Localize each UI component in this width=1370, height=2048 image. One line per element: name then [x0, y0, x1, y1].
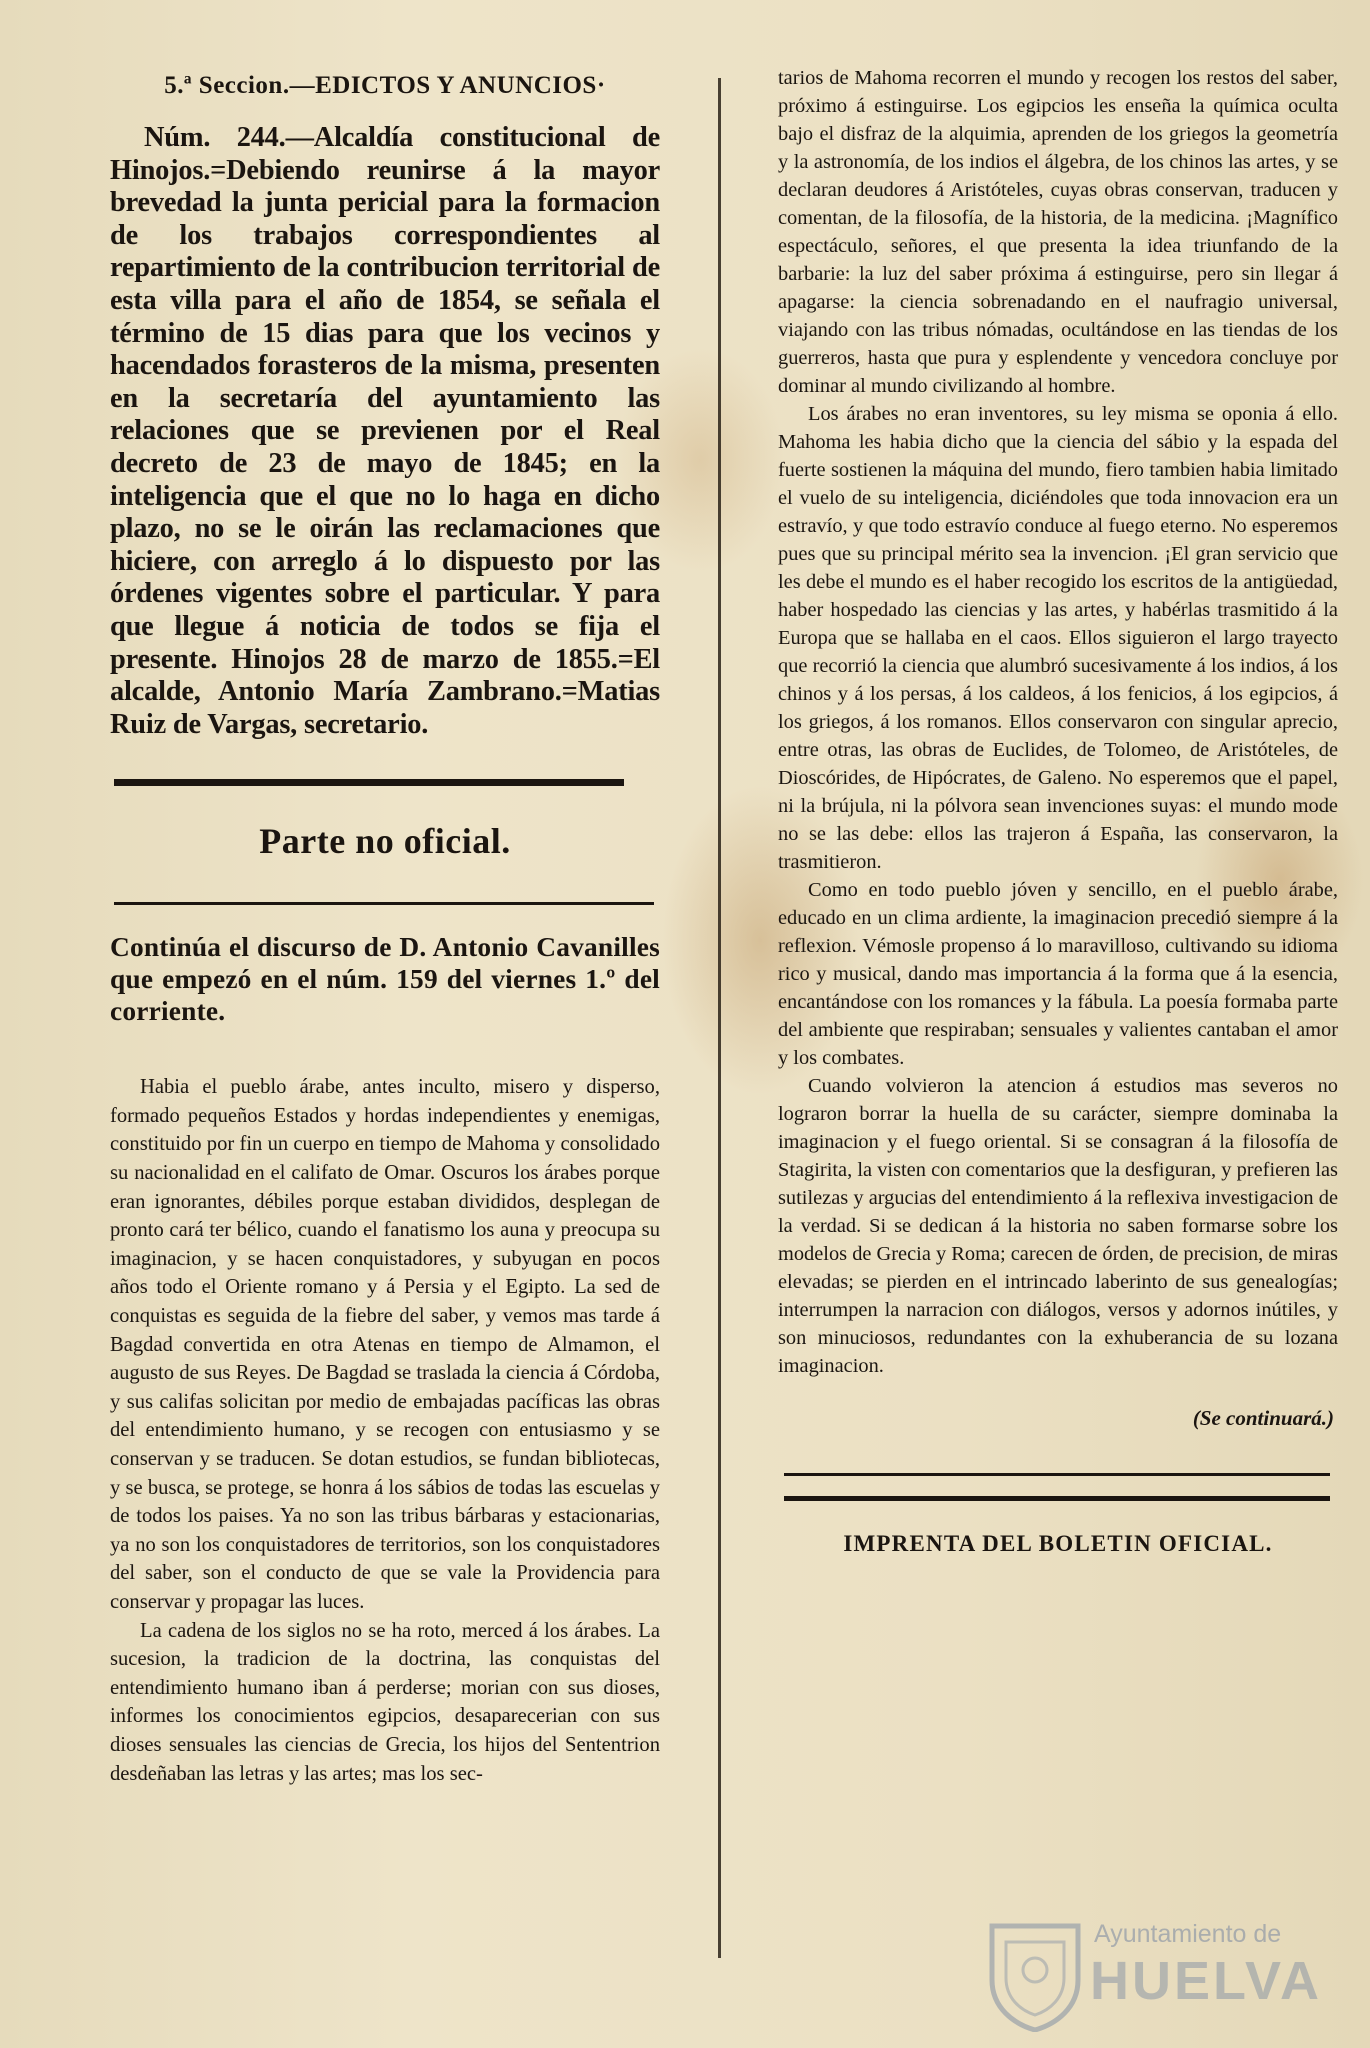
watermark-line2: HUELVA	[1090, 1951, 1322, 2011]
article-paragraph: La cadena de los siglos no se ha roto, merced á los árabes. La sucesion, la tradicion de la doctrina, las conquistas del entendimiento humano iban á perderse; morian con sus dioses, informes los conocimientos egipcios, desaparecerian con sus dioses sensuales las ciencias de Grecia, los hijos del Sententrion desdeñaban las letras y las artes; mas los sec-	[110, 1619, 660, 1785]
continued-note: (Se continuará.)	[1192, 1406, 1334, 1430]
section-heading: 5.ª Seccion.—EDICTOS Y ANUNCIOS·	[164, 72, 606, 99]
edict-notice: Núm. 244.—Alcaldía constitucional de Hinojos.=Debiendo reunirse á la mayor brevedad la junta pericial para la formacion de los trabajos correspondientes al repartimiento de la contribucion territorial de esta villa para el año de 1854, se señala el término de 15 dias para que los vecinos y hacendados forasteros de la misma, presenten en la secretaría del ayuntamiento las relaciones que se previenen por el Real decreto de 23 de mayo de 1845; en la inteligencia que el que no lo haga en dicho plazo, no se le oirán las reclamaciones que hiciere, con arreglo á lo dispuesto por las órdenes vigentes sobre el particular. Y para que llegue á noticia de todos se fija el presente. Hinojos 28 de marzo de 1855.=El alcalde, Antonio María Zambrano.=Matias Ruiz de Vargas, secretario.	[110, 122, 660, 740]
article-paragraph: Habia el pueblo árabe, antes inculto, misero y disperso, formado pequeños Estados y hordas independientes y enemigas, constituido por fin un cuerpo en tiempo de Mahoma y consolidado su nacionalidad en el califato de Omar. Oscuros los árabes porque eran ignorantes, débiles porque estaban divididos, desplegan de pronto cará ter bélico, cuando el fanatismo los auna y preocupa su imaginacion, y se hacen conquistadores, y subyugan en pocos años todo el Oriente romano y á Persia y el Egipto. La sed de conquistas es seguida de la fiebre del saber, y vemos mas tarde á Bagdad convertida en otra Atenas en tiempo de Almamon, el augusto de sus Reyes. De Bagdad se traslada la ciencia á Córdoba, y sus califas solicitan por medio de embajadas pacíficas las obras del entendimiento humano, y se recogen con entusiasmo y se conservan y se traducen. Se dotan estudios, se fundan bibliotecas, y se busca, se protege, se honra á los sábios de todas las escuelas y de todos los paises. Ya no son las tribus bárbaras y estacionarias, ya no son los conquistadores de territorios, son los conquistadores del saber, son el conducto de que se vale la Providencia para conservar y propagar las luces.	[110, 1076, 660, 1613]
right-column	[778, 64, 1338, 1557]
divider-rule	[114, 779, 624, 786]
article-paragraph: Los árabes no eran inventores, su ley misma se oponia á ello. Mahoma les habia dicho que la ciencia del sábio y la espada del fuerte sostienen la máquina del mundo, fiero tambien habia limitado el vuelo de su inteligencia, diciéndoles que toda innovacion era un estravío, y que todo estravío conduce al fuego eterno. No esperemos pues que su principal mérito sea la invencion. ¡El gran servicio que les debe el mundo es el haber recogido los escritos de la antigüedad, haber hospedado las ciencias y las artes, y habérlas trasmitido á la Europa que se hallaba en el caos. Ellos siguieron el largo trayecto que recorrió la ciencia que alumbró sucesivamente á los indios, á los chinos y á los persas, á los caldeos, á los fenicios, á los egipcios, á los griegos, á los romanos. Ellos conservaron con singular aprecio, entre otras, las obras de Euclides, de Tolomeo, de Aristóteles, de Dioscórides, de Hipócrates, de Galeno. No esperemos que el papel, ni la brújula, ni la pólvora sean invenciones suyas: el mundo mode no se las debe: ellos las trajeron á España, las conservaron, la trasmitieron.	[778, 403, 1338, 873]
article-paragraph: Cuando volvieron la atencion á estudios mas severos no lograron borrar la huella de su carácter, siempre dominaba la imaginacion y el fuego oriental. Si se consagran á la filosofía de Stagirita, la visten con comentarios que la desfiguran, y prefieren las sutilezas y argucias del entendimiento á la reflexiva investigacion de la verdad. Si se dedican á la historia no saben formarse sobre los modelos de Grecia y Roma; carecen de órden, de precision, de miras elevadas; se pierden en el intrincado laberinto de sus genealogías; interrumpen la narracion con diálogos, versos y adornos inútiles, y son minuciosos, redundantes con la exhuberancia de su lozana imaginacion.	[778, 1075, 1338, 1377]
article-title: Continúa el discurso de D. Antonio Cavanilles que empezó en el núm. 159 del viernes 1.º del corriente.	[110, 932, 660, 1027]
watermark-line1: Ayuntamiento de	[1094, 1920, 1282, 1948]
shield-crest-icon	[986, 1920, 1084, 2032]
article-paragraph: Como en todo pueblo jóven y sencillo, en el pueblo árabe, educado en un clima ardiente, la imaginacion precedió siempre á la reflexion. Vémosle propenso á lo maravilloso, cultivando su idioma rico y musical, dando mas importancia á la forma que á la esencia, encantándose con los romances y la fábula. La poesía formaba parte del ambiente que respiraban; sensuales y valientes cantaban el amor y los combates.	[778, 879, 1338, 1069]
archive-watermark	[986, 1912, 1322, 2032]
divider-rule-thin	[114, 902, 654, 905]
part-title: Parte no oficial.	[259, 821, 511, 862]
column-divider	[718, 78, 721, 1958]
article-paragraph: tarios de Mahoma recorren el mundo y recogen los restos del saber, próximo á estinguirse. Los egipcios les enseña la química oculta bajo el disfraz de la alquimia, aprenden de los griegos la geometría y la astronomía, de los indios el álgebra, de los chinos las artes, y se declaran deudores á Aristóteles, cuyas obras conservan, traducen y comentan, de la filosofía, de la historia, de la medicina. ¡Magnífico espectáculo, señores, el que presenta la idea triunfando de la barbarie: la luz del saber próxima á estinguirse, pero sin llegar á apagarse: la ciencia sobrenadando en el naufragio universal, viajando con las tribus nómadas, ocultándose en las tiendas de los guerreros, hasta que pura y esplendente y vencedora concluye por dominar al mundo civilizando al hombre.	[778, 67, 1338, 397]
footer-rule	[784, 1473, 1330, 1501]
printer-imprint: IMPRENTA DEL BOLETIN OFICIAL.	[843, 1531, 1273, 1556]
left-column	[110, 72, 660, 1788]
